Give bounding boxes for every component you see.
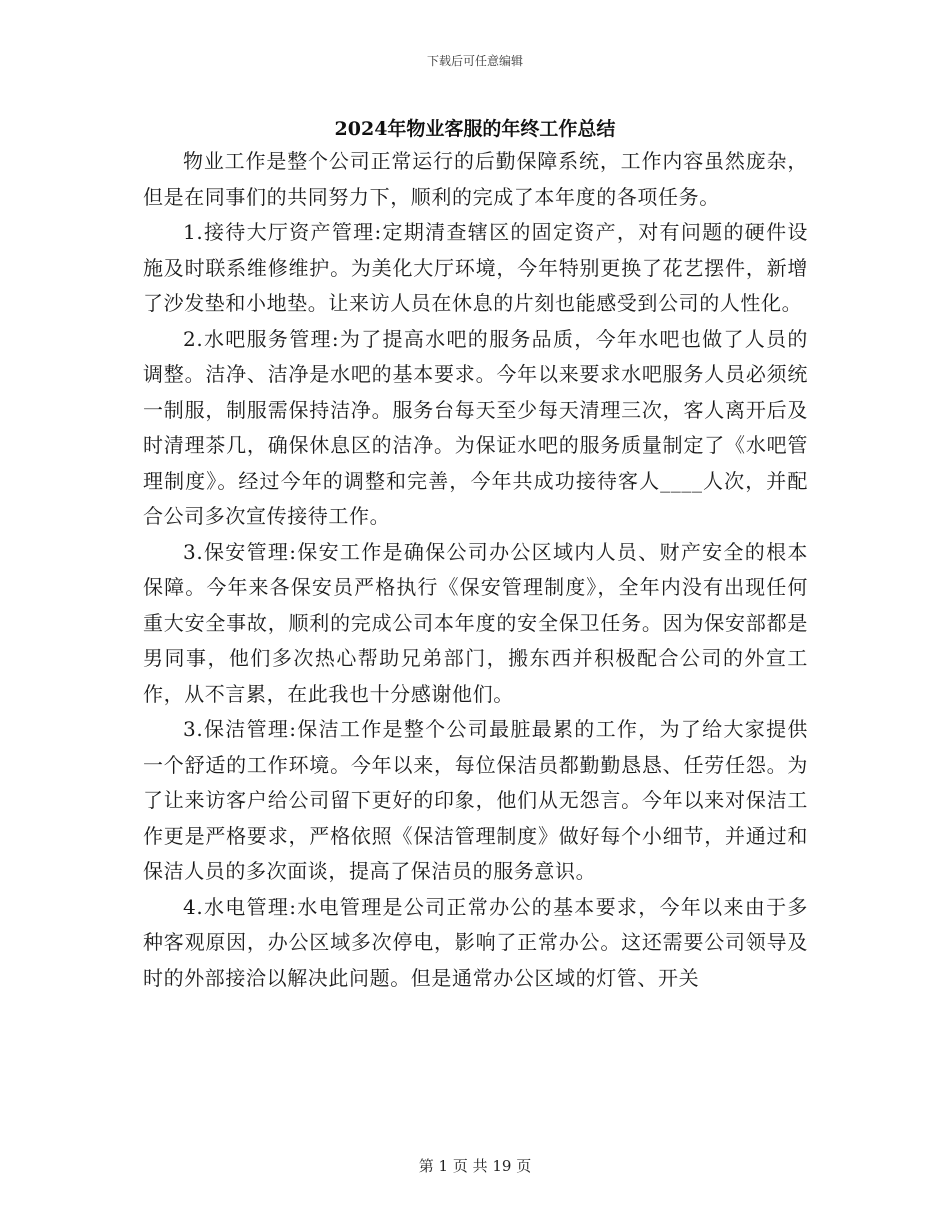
paragraph-cleaning: 3.保洁管理:保洁工作是整个公司最脏最累的工作，为了给大家提供一个舒适的工作环境。今年以来，每位保洁员都勤勤恳恳、任劳任怨。为了让来访客户给公司留下更好的印象，他们从无怨言。今年以来对保洁工作更是严格要求，严格依照《保洁管理制度》做好每个小细节，并通过和保洁人员的多次面谈，提高了保洁员的服务意识。 — [143, 717, 808, 883]
document-title: 2024年物业客服的年终工作总结 — [334, 118, 616, 140]
paragraph-intro: 物业工作是整个公司正常运行的后勤保障系统，工作内容虽然庞杂，但是在同事们的共同努力下，顺利的完成了本年度的各项任务。 — [143, 149, 808, 209]
paragraph-water-bar: 2.水吧服务管理:为了提高水吧的服务品质，今年水吧也做了人员的调整。洁净、洁净是水吧的基本要求。今年以来要求水吧服务人员必须统一制服，制服需保持洁净。服务台每天至少每天清理三次，客人离开后及时清理茶几，确保休息区的洁净。为保证水吧的服务质量制定了《水吧管理制度》。经过今年的调整和完善，今年共成功接待客人____人次，并配合公司多次宣传接待工作。 — [143, 326, 808, 528]
header-note: 下载后可任意编辑 — [426, 54, 523, 68]
paragraph-utilities: 4.水电管理:水电管理是公司正常办公的基本要求，今年以来由于多种客观原因，办公区域多次停电，影响了正常办公。这还需要公司领导及时的外部接洽以解决此问题。但是通常办公区域的灯管、开关 — [143, 894, 808, 990]
paragraph-security: 3.保安管理:保安工作是确保公司办公区域内人员、财产安全的根本保障。今年来各保安员严格执行《保安管理制度》，全年内没有出现任何重大安全事故，顺利的完成公司本年度的安全保卫任务。因为保安部都是男同事，他们多次热心帮助兄弟部门，搬东西并积极配合公司的外宣工作，从不言累，在此我也十分感谢他们。 — [143, 539, 808, 706]
document-body — [143, 144, 808, 996]
page-number: 第 1 页 共 19 页 — [418, 1157, 532, 1175]
paragraph-lobby-assets: 1.接待大厅资产管理:定期清查辖区的固定资产，对有问题的硬件设施及时联系维修维护。为美化大厅环境，今年特别更换了花艺摆件，新增了沙发垫和小地垫。让来访人员在休息的片刻也能感受到公司的人性化。 — [143, 220, 808, 315]
